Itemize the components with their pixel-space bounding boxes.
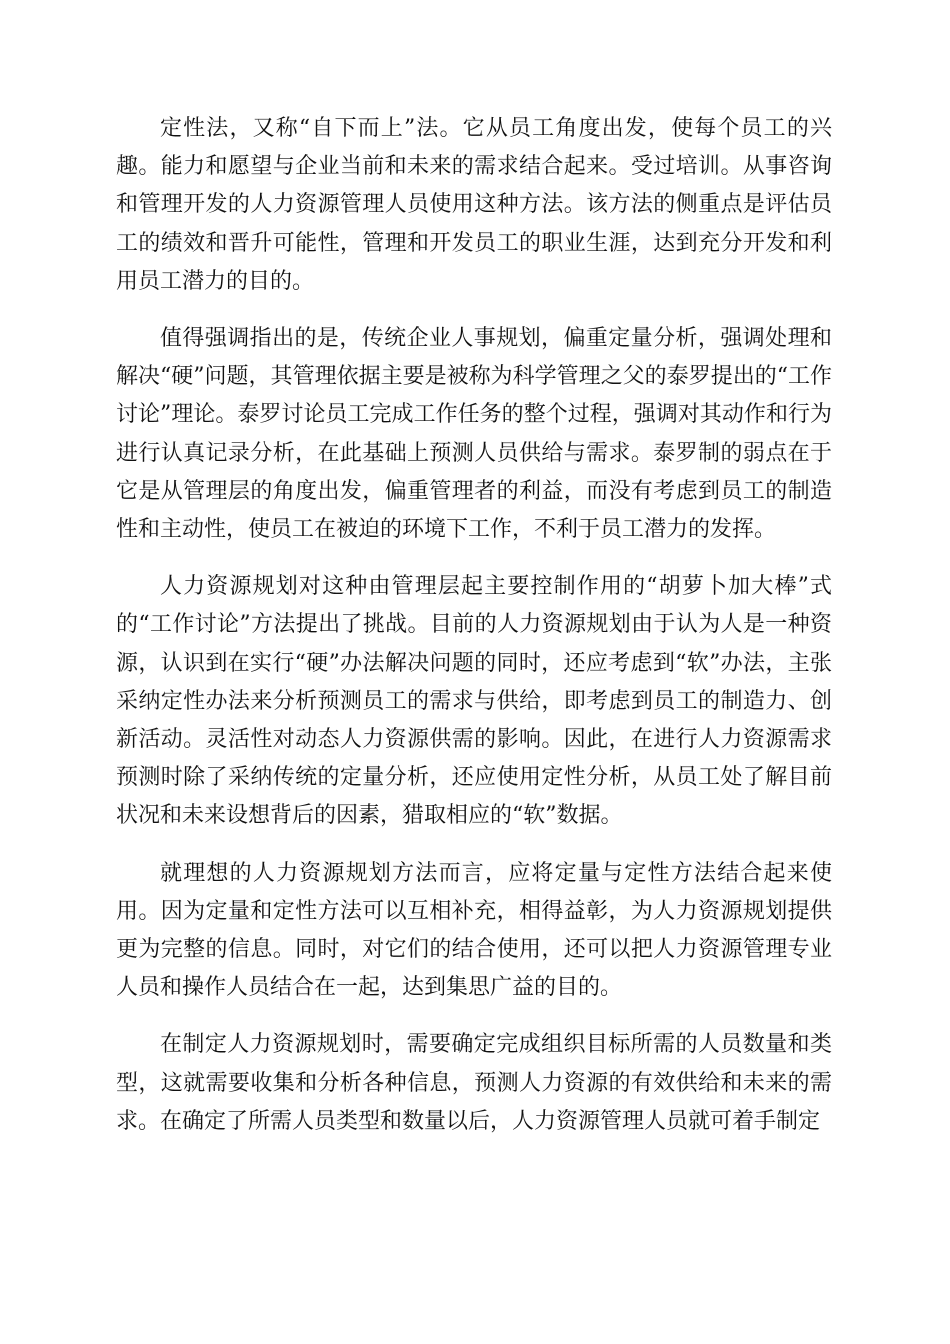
paragraph-traditional-planning: 值得强调指出的是，传统企业人事规划，偏重定量分析，强调处理和解决“硬”问题，其管理依据主要是被称为科学管理之父的泰罗提出的“工作讨论”理论。泰罗讨论员工完成工作任务的整个过程，强调对其动作和行为进行认真记录分析，在此基础上预测人员供给与需求。泰罗制的弱点在于它是从管理层的角度出发，偏重管理者的利益，而没有考虑到员工的制造性和主动性，使员工在被迫的环境下工作，不利于员工潜力的发挥。 <box>116 326 832 543</box>
paragraph-planning-process: 在制定人力资源规划时，需要确定完成组织目标所需的人员数量和类型，这就需要收集和分析各种信息，预测人力资源的有效供给和未来的需求。在确定了所需人员类型和数量以后，人力资源管理人员就可着手制定 <box>116 1032 832 1134</box>
document-body <box>116 110 832 1160</box>
paragraph-hr-planning-challenge: 人力资源规划对这种由管理层起主要控制作用的“胡萝卜加大棒”式的“工作讨论”方法提出了挑战。目前的人力资源规划由于认为人是一种资源，认识到在实行“硬”办法解决问题的同时，还应考虑到“软”办法，主张采纳定性办法来分析预测员工的需求与供给，即考虑到员工的制造力、创新活动。灵活性对动态人力资源供需的影响。因此，在进行人力资源需求预测时除了采纳传统的定量分析，还应使用定性分析，从员工处了解目前状况和未来设想背后的因素，猎取相应的“软”数据。 <box>116 574 832 829</box>
paragraph-qualitative-method: 定性法，又称“自下而上”法。它从员工角度出发，使每个员工的兴趣。能力和愿望与企业当前和未来的需求结合起来。受过培训。从事咨询和管理开发的人力资源管理人员使用这种方法。该方法的侧重点是评估员工的绩效和晋升可能性，管理和开发员工的职业生涯，达到充分开发和利用员工潜力的目的。 <box>116 116 832 294</box>
paragraph-ideal-method: 就理想的人力资源规划方法而言，应将定量与定性方法结合起来使用。因为定量和定性方法可以互相补充，相得益彰，为人力资源规划提供更为完整的信息。同时，对它们的结合使用，还可以把人力资源管理专业人员和操作人员结合在一起，达到集思广益的目的。 <box>116 860 832 1001</box>
